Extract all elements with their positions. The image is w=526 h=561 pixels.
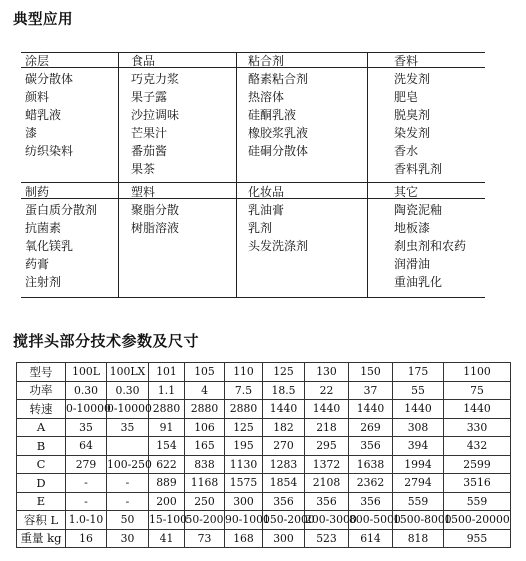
app-item: 聚脂分散 [131, 203, 180, 217]
app-header: 制药 [25, 185, 50, 199]
app-cell-others [394, 183, 466, 291]
app-cell-food [131, 52, 179, 178]
app-item: 脱臭剂 [394, 108, 431, 122]
app-header: 食品 [131, 54, 156, 68]
table-cell: 300 [263, 529, 305, 548]
table-cell: 125 [263, 363, 305, 382]
row-label: E [17, 492, 66, 511]
table-cell: 818 [393, 529, 444, 548]
table-cell: 559 [444, 492, 511, 511]
table-cell: 0.30 [107, 381, 149, 400]
app-item: 颜料 [25, 90, 50, 104]
table-cell: 41 [149, 529, 185, 548]
app-item: 酪素粘合剂 [248, 72, 309, 86]
table-cell: 559 [393, 492, 444, 511]
table-cell: 1575 [225, 474, 263, 493]
spec-table [16, 362, 511, 548]
table-cell: 308 [393, 418, 444, 437]
table-cell: 218 [305, 418, 349, 437]
grid-divider-1 [118, 52, 119, 297]
table-cell: 105 [185, 363, 225, 382]
table-cell: 182 [263, 418, 305, 437]
app-item: 硅酮乳液 [248, 108, 297, 122]
table-cell: 356 [305, 492, 349, 511]
app-item: 乳剂 [248, 221, 273, 235]
table-cell: 295 [305, 437, 349, 456]
table-cell: 175 [393, 363, 444, 382]
table-cell: 22 [305, 381, 349, 400]
specs-title: 搅拌头部分技术参数及尺寸 [13, 332, 200, 350]
table-row [17, 529, 511, 548]
table-cell: 125 [225, 418, 263, 437]
row-label: 型号 [17, 363, 66, 382]
table-cell: 622 [149, 455, 185, 474]
table-cell: 1854 [263, 474, 305, 493]
app-item: 陶瓷泥釉 [394, 203, 443, 217]
table-cell: 0.30 [66, 381, 107, 400]
app-item: 果茶 [131, 162, 156, 176]
app-header: 粘合剂 [248, 54, 285, 68]
table-cell: 800-5000 [349, 511, 393, 530]
table-cell: 838 [185, 455, 225, 474]
app-item: 树脂溶液 [131, 221, 180, 235]
table-cell: 2794 [393, 474, 444, 493]
table-cell: 30 [107, 529, 149, 548]
table-cell: 154 [149, 437, 185, 456]
table-row [17, 474, 511, 493]
table-cell: 35 [107, 418, 149, 437]
table-cell [107, 437, 149, 456]
table-cell: 1130 [225, 455, 263, 474]
table-cell: 1994 [393, 455, 444, 474]
table-cell: 0-10000 [66, 400, 107, 419]
spec-table-body [17, 363, 511, 548]
app-item: 重油乳化 [394, 275, 443, 289]
applications-grid [21, 52, 485, 298]
table-cell: 1283 [263, 455, 305, 474]
app-item: 碳分散体 [25, 72, 74, 86]
table-cell: 279 [66, 455, 107, 474]
app-item: 洗发剂 [394, 72, 431, 86]
grid-divider-2 [236, 52, 237, 297]
app-item: 氧化镁乳 [25, 239, 74, 253]
table-cell: 55 [393, 381, 444, 400]
app-item: 硅硐分散体 [248, 144, 309, 158]
table-cell: - [66, 492, 107, 511]
table-row [17, 455, 511, 474]
table-cell: 35 [66, 418, 107, 437]
table-cell: 1372 [305, 455, 349, 474]
table-row [17, 381, 511, 400]
table-cell: 150-2000 [263, 511, 305, 530]
table-cell: 269 [349, 418, 393, 437]
table-cell: 3516 [444, 474, 511, 493]
table-row [17, 418, 511, 437]
app-cell-coatings [25, 52, 73, 160]
table-row [17, 511, 511, 530]
app-item: 刹虫剂和农药 [394, 239, 467, 253]
table-cell: 1100 [444, 363, 511, 382]
table-cell: 200 [149, 492, 185, 511]
app-item: 芒果汁 [131, 126, 168, 140]
grid-rule-bottom [21, 297, 485, 298]
table-cell: 106 [185, 418, 225, 437]
table-cell: 2108 [305, 474, 349, 493]
app-item: 染发剂 [394, 126, 431, 140]
table-cell: 4 [185, 381, 225, 400]
table-cell: 889 [149, 474, 185, 493]
table-cell: 1440 [305, 400, 349, 419]
table-cell: 50 [107, 511, 149, 530]
table-cell: - [66, 474, 107, 493]
app-cell-pharma [25, 183, 97, 291]
table-cell: 955 [444, 529, 511, 548]
table-cell: 50-200 [185, 511, 225, 530]
table-cell: 270 [263, 437, 305, 456]
row-label: 转速 [17, 400, 66, 419]
app-cell-plastics [131, 183, 179, 237]
app-item: 漆 [25, 126, 38, 140]
table-cell: 100L [66, 363, 107, 382]
table-cell: 1440 [263, 400, 305, 419]
table-cell: 200-3000 [305, 511, 349, 530]
table-cell: 1440 [349, 400, 393, 419]
table-cell: 1168 [185, 474, 225, 493]
table-cell: 2362 [349, 474, 393, 493]
app-header: 化妆品 [248, 185, 285, 199]
app-header: 塑料 [131, 185, 156, 199]
row-label: B [17, 437, 66, 456]
app-header: 其它 [394, 185, 419, 199]
table-cell: - [107, 492, 149, 511]
table-cell: 91 [149, 418, 185, 437]
table-cell: 100-250 [107, 455, 149, 474]
app-item: 巧克力浆 [131, 72, 180, 86]
app-cell-fragrances [394, 52, 442, 178]
table-cell: - [107, 474, 149, 493]
app-item: 肥皂 [394, 90, 419, 104]
table-cell: 356 [349, 492, 393, 511]
table-cell: 614 [349, 529, 393, 548]
app-item: 乳油膏 [248, 203, 285, 217]
app-header: 香料 [394, 54, 419, 68]
app-item: 注射剂 [25, 275, 62, 289]
table-cell: 2599 [444, 455, 511, 474]
table-row [17, 492, 511, 511]
table-cell: 2880 [225, 400, 263, 419]
app-item: 香料乳剂 [394, 162, 443, 176]
row-label: D [17, 474, 66, 493]
table-cell: 1.1 [149, 381, 185, 400]
table-cell: 330 [444, 418, 511, 437]
table-cell: 165 [185, 437, 225, 456]
table-cell: 250 [185, 492, 225, 511]
table-cell: 100LX [107, 363, 149, 382]
table-cell: 7.5 [225, 381, 263, 400]
app-item: 橡胶浆乳液 [248, 126, 309, 140]
table-cell: 1440 [393, 400, 444, 419]
row-label: 功率 [17, 381, 66, 400]
row-label: A [17, 418, 66, 437]
app-item: 药膏 [25, 257, 50, 271]
app-item: 蜡乳液 [25, 108, 62, 122]
table-cell: 2880 [185, 400, 225, 419]
table-cell: 64 [66, 437, 107, 456]
app-item: 润滑油 [394, 257, 431, 271]
table-cell: 1638 [349, 455, 393, 474]
table-cell: 356 [263, 492, 305, 511]
table-row [17, 437, 511, 456]
table-cell: 1500-20000 [444, 511, 511, 530]
app-cell-cosmetics [248, 183, 308, 255]
applications-title: 典型应用 [13, 12, 73, 28]
app-item: 沙拉调味 [131, 108, 180, 122]
table-cell: 300 [225, 492, 263, 511]
app-item: 蛋白质分散剂 [25, 203, 98, 217]
app-item: 热溶体 [248, 90, 285, 104]
table-cell: 90-1000 [225, 511, 263, 530]
app-item: 果子露 [131, 90, 168, 104]
app-item: 番茄酱 [131, 144, 168, 158]
table-cell: 1.0-10 [66, 511, 107, 530]
app-item: 纺织染料 [25, 144, 74, 158]
table-cell: 1500-8000 [393, 511, 444, 530]
table-cell: 1440 [444, 400, 511, 419]
grid-divider-3 [367, 52, 368, 297]
table-cell: 523 [305, 529, 349, 548]
app-item: 地板漆 [394, 221, 431, 235]
table-row [17, 363, 511, 382]
table-cell: 150 [349, 363, 393, 382]
table-cell: 2880 [149, 400, 185, 419]
row-label: C [17, 455, 66, 474]
table-cell: 394 [393, 437, 444, 456]
app-cell-adhesives [248, 52, 308, 160]
table-cell: 432 [444, 437, 511, 456]
app-item: 香水 [394, 144, 419, 158]
table-cell: 37 [349, 381, 393, 400]
app-header: 涂层 [25, 54, 50, 68]
row-label: 重量 kg [17, 529, 66, 548]
table-cell: 110 [225, 363, 263, 382]
table-cell: 16 [66, 529, 107, 548]
table-cell: 195 [225, 437, 263, 456]
table-cell: 18.5 [263, 381, 305, 400]
table-cell: 73 [185, 529, 225, 548]
table-cell: 101 [149, 363, 185, 382]
table-cell: 75 [444, 381, 511, 400]
table-cell: 168 [225, 529, 263, 548]
table-cell: 0-10000 [107, 400, 149, 419]
table-row [17, 400, 511, 419]
app-item: 头发洗涤剂 [248, 239, 309, 253]
table-cell: 130 [305, 363, 349, 382]
table-cell: 356 [349, 437, 393, 456]
table-cell: 15-100 [149, 511, 185, 530]
app-item: 抗菌素 [25, 221, 62, 235]
row-label: 容积 L [17, 511, 66, 530]
